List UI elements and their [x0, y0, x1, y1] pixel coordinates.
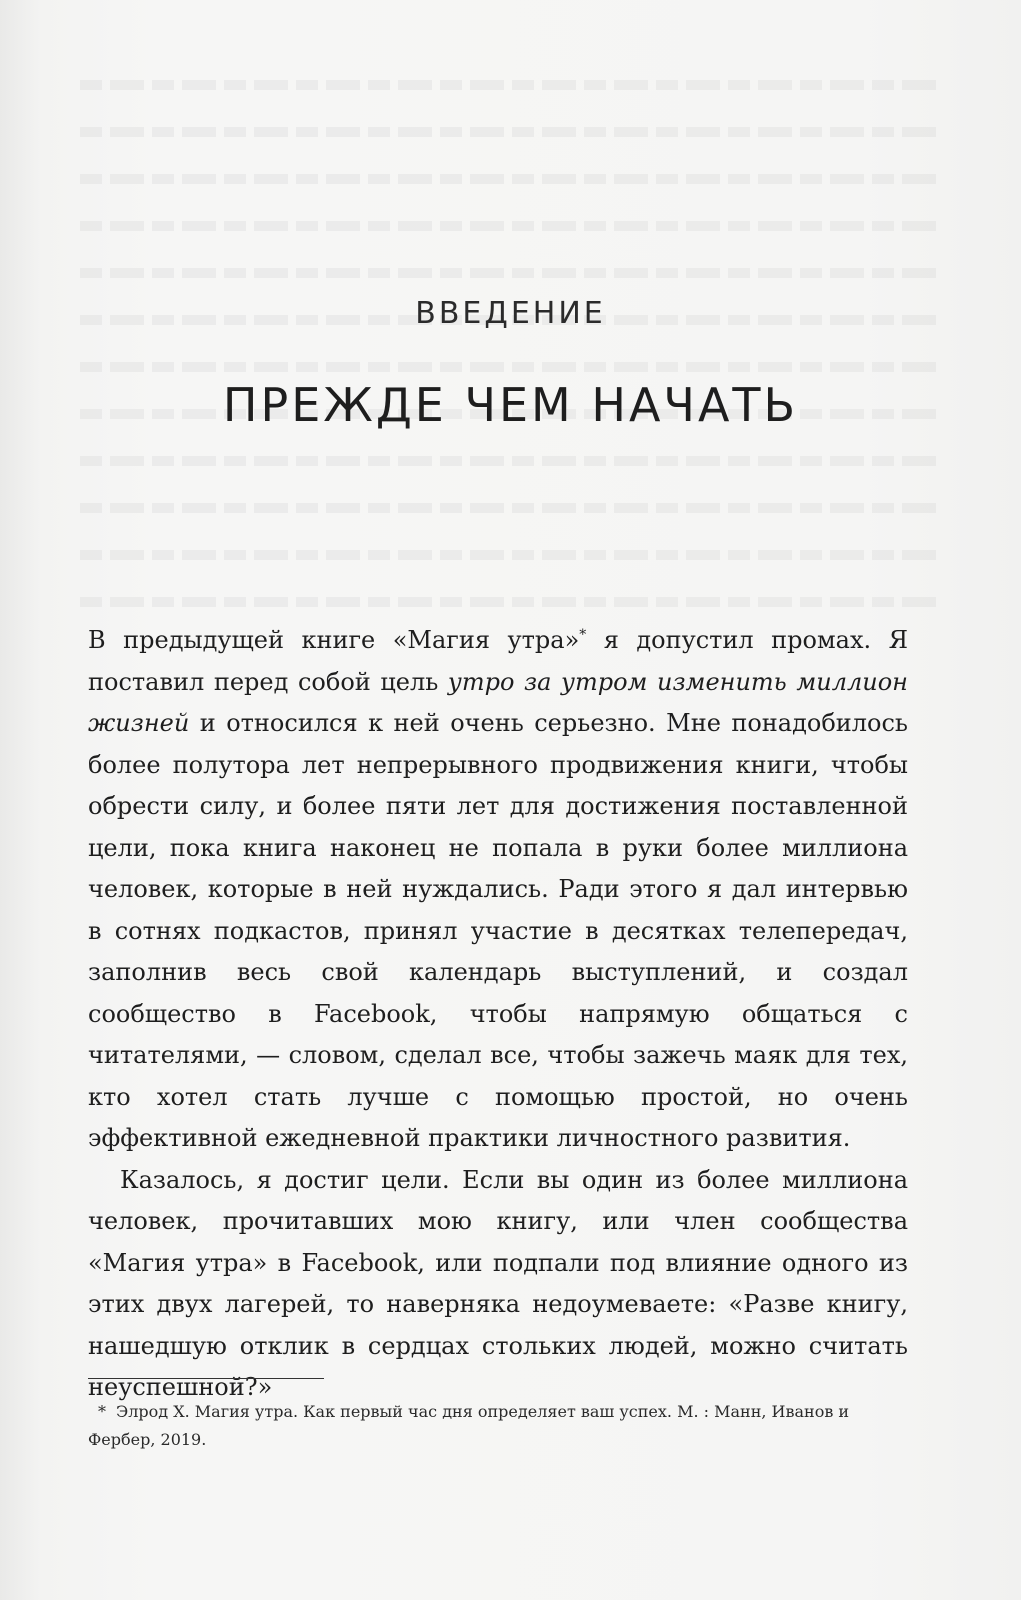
- footnote-reference: *: [579, 627, 587, 643]
- paragraph-1-part3: и относился к ней очень серьезно. Мне понадобилось более полутора лет непрерывного продвижения книги, чтобы обрести силу, и более пяти лет для достижения поставленной цели, пока книга наконец не попала в руки более миллиона человек, которые в ней нуждались. Ради этого я дал интервью в сотнях подкастов, принял участие в десятках телепередач, заполнив весь свой календарь выступлений, и создал сообщество в Facebook, чтобы напрямую общаться с читателями, — словом, сделал все, чтобы зажечь маяк для тех, кто хотел стать лучше с помощью простой, но очень эффективной ежедневной практики личностного развития.: [88, 709, 908, 1152]
- paragraph-2: Казалось, я достиг цели. Если вы один из более миллиона человек, прочитавших мою книгу, или член сообщества «Магия утра» в Facebook, или подпали под влияние одного из этих двух лагерей, то наверняка недоумеваете: «Разве книгу, нашедшую отклик в сердцах стольких людей, можно считать неуспешной?»: [88, 1165, 908, 1401]
- chapter-title: ПРЕЖДЕ ЧЕМ НАЧАТЬ: [222, 378, 799, 432]
- paragraph-1: [88, 620, 908, 1160]
- paragraph-1-part2: я допустил промах. Я поставил перед собой цель: [88, 626, 908, 696]
- paragraph-1-part1: В предыдущей книге «Магия утра»: [88, 626, 580, 654]
- paragraph-1-emphasis: утро за утром изменить миллион жизней: [88, 667, 908, 737]
- footnote-mark: *: [98, 1402, 106, 1421]
- footnote: [88, 1398, 908, 1454]
- footnote-divider: [88, 1378, 324, 1379]
- bleed-through-texture: [80, 80, 940, 640]
- chapter-label: ВВЕДЕНИЕ: [415, 296, 606, 331]
- body-text: [88, 620, 908, 1409]
- footnote-text: Элрод Х. Магия утра. Как первый час дня определяет ваш успех. М. : Манн, Иванов и Фербер, 2019.: [88, 1402, 850, 1449]
